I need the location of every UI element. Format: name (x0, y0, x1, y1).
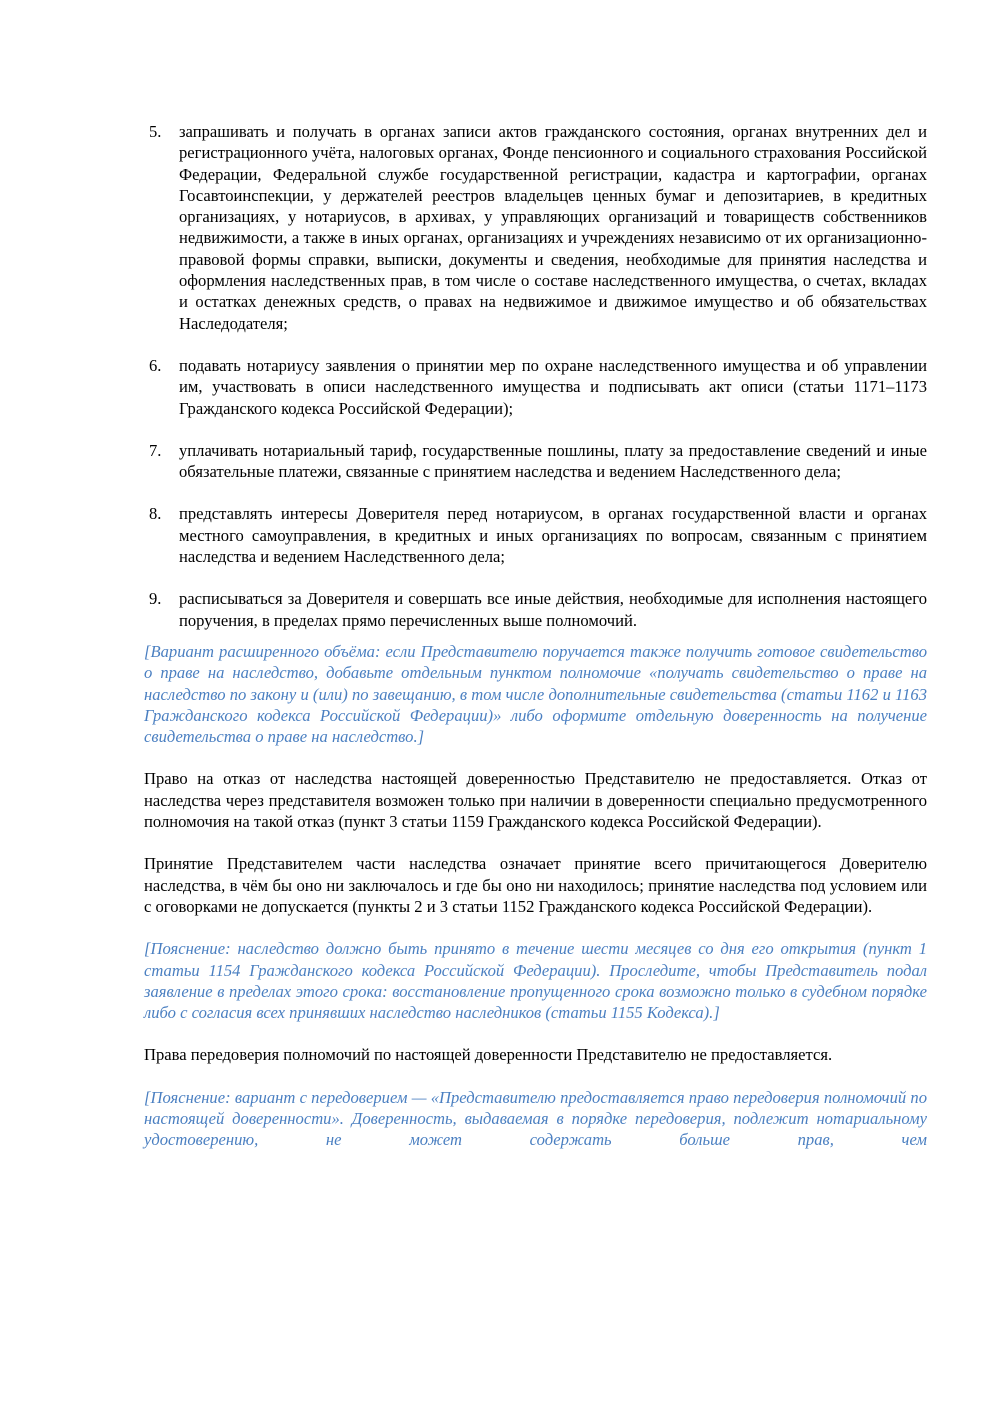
list-item (144, 440, 927, 483)
note-extended-scope: [Вариант расширенного объёма: если Представителю поручается также получить готовое свидетельство о праве на наследство, добавьте отдельным пунктом полномочие «получать свидетельство о праве на наследство по закону и (или) по завещанию, в том числе дополнительные свидетельства (статьи 1162 и 1163 Гражданского кодекса Российской Федерации)» либо оформите отдельную доверенность на получение свидетельства о праве на наследство.] (144, 641, 927, 747)
list-item (144, 503, 927, 567)
document-page (144, 121, 927, 1172)
list-item-text: запрашивать и получать в органах записи актов гражданского состояния, органах внутренних дел и регистрационного учёта, налоговых органах, Фонде пенсионного и социального страхования Российской Федерации, Федеральной службе государственной регистрации, кадастра и картографии, органах Госавтоинспекции, у держателей реестров владельцев ценных бумаг и депозитариев, в кредитных организациях, у нотариусов, в архивах, у управляющих организаций и товариществ собственников недвижимости, а также в иных органах, организациях и учреждениях независимо от их организационно-правовой формы справки, выписки, документы и сведения, необходимые для принятия наследства и оформления наследственных прав, в том числе о составе наследственного имущества, о счетах, вкладах и остатках денежных средств, о правах на недвижимое и движимое имущество и об обязательствах Наследодателя; (179, 122, 927, 333)
list-item-number: 6. (149, 355, 162, 375)
list-item (144, 121, 927, 334)
powers-list (144, 121, 927, 631)
paragraph-refusal: Право на отказ от наследства настоящей доверенностью Представителю не предоставляется. Отказ от наследства через представителя возможен только при наличии в доверенности специально предусмотренного полномочия на такой отказ (пункт 3 статьи 1159 Гражданского кодекса Российской Федерации). (144, 769, 927, 832)
paragraph-substitution: Права передоверия полномочий по настоящей доверенности Представителю не предоставляется. (144, 1045, 833, 1065)
list-item-text: представлять интересы Доверителя перед нотариусом, в органах государственной власти и органах местного самоуправления, в кредитных и иных организациях по вопросам, связанным с принятием наследства и ведением Наследственного дела; (179, 504, 927, 567)
list-item-number: 7. (149, 440, 162, 460)
list-item-number: 9. (149, 589, 162, 609)
list-item-text: уплачивать нотариальный тариф, государственные пошлины, плату за предоставление сведений и иные обязательные платежи, связанные с принятием наследства и ведением Наследственного дела; (179, 440, 927, 482)
list-item-number: 5. (149, 122, 162, 141)
note-substitution: [Пояснение: вариант с передоверием — «Представителю предоставляется право передоверия полномочий по настоящей доверенности». Доверенность, выдаваемая в порядке передоверия, подлежит нотариальному удостоверению, не может содержать больше прав, чем (144, 1087, 927, 1150)
list-item-number: 8. (149, 504, 162, 524)
paragraph-acceptance: Принятие Представителем части наследства означает принятие всего причитающегося Доверителю наследства, в чём бы оно ни заключалось и где бы оно ни находилось; принятие наследства под условием или с оговорками не допускается (пункты 2 и 3 статьи 1152 Гражданского кодекса Российской Федерации). (144, 854, 927, 916)
list-item (144, 355, 927, 419)
list-item-text: подавать нотариусу заявления о принятии мер по охране наследственного имущества и об управлении им, участвовать в описи наследственного имущества и подписывать акт описи (статьи 1171–1173 Гражданского кодекса Российской Федерации); (179, 355, 927, 418)
list-item (144, 588, 927, 631)
list-item-text: расписываться за Доверителя и совершать все иные действия, необходимые для исполнения настоящего поручения, в пределах прямо перечисленных выше полномочий. (179, 589, 927, 630)
note-acceptance-term: [Пояснение: наследство должно быть принято в течение шести месяцев со дня его открытия (пункт 1 статьи 1154 Гражданского кодекса Российской Федерации). Проследите, чтобы Представитель подал заявление в пределах этого срока: восстановление пропущенного срока возможно только в судебном порядке либо с согласия всех принявших наследство наследников (статьи 1155 Кодекса).] (144, 939, 927, 1023)
